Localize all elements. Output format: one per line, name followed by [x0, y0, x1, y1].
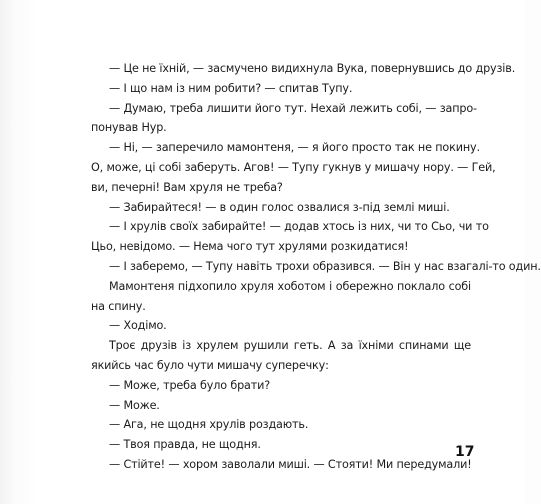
text-line: — Може, треба було брати?	[109, 378, 271, 392]
text-line: понував Нур.	[91, 121, 167, 135]
text-line: Цьо, невідомо. — Нема чого тут хрулями розкидатися!	[91, 240, 409, 254]
text-line: — Забирайтеся! — в один голос озвалися з-під землі миші.	[109, 200, 450, 214]
text-line: — Твоя правда, не щодня.	[109, 438, 261, 452]
page-number: 17	[455, 444, 475, 460]
text-line: на спину.	[91, 299, 146, 313]
text-line: — Ходімо.	[109, 319, 167, 333]
text-line: О, може, ці собі заберуть. Агов! — Тупу гукнув у мишачу нору. — Гей,	[91, 160, 496, 174]
text-line: якийсь час було чути мишачу суперечку:	[91, 358, 329, 372]
text-line: — Ага, не щодня хрулів роздають.	[109, 418, 309, 432]
text-line: — Ні, — заперечило мамонтеня, — я його просто так не покину.	[109, 141, 480, 155]
story-text-block	[91, 59, 541, 475]
text-line: Мамонтеня підхопило хруля хоботом і обережно поклало собі	[109, 279, 471, 293]
text-line: — Це не їхній, — засмучено видихнула Вука, повернувшись до друзів.	[109, 62, 516, 75]
text-line: — І заберемо, — Тупу навіть трохи образився. — Він у нас взагалі-то один.	[109, 259, 541, 273]
text-line: — Думаю, треба лишити його тут. Нехай лежить собі, — запро-	[109, 101, 477, 115]
text-line: Троє друзів із хрулем рушили геть. А за їхніми спинами ще	[109, 339, 471, 353]
text-line: — Може.	[109, 398, 160, 412]
text-line: ви, печерні! Вам хруля не треба?	[91, 180, 283, 194]
text-line: — І що нам із ним робити? — спитав Тупу.	[109, 81, 353, 95]
text-line: — І хрулів своїх забирайте! — додав хтось із них, чи то Сьо, чи то	[109, 220, 489, 234]
text-line: — Стійте! — хором заволали миші. — Стояти! Ми передумали!	[109, 457, 472, 471]
